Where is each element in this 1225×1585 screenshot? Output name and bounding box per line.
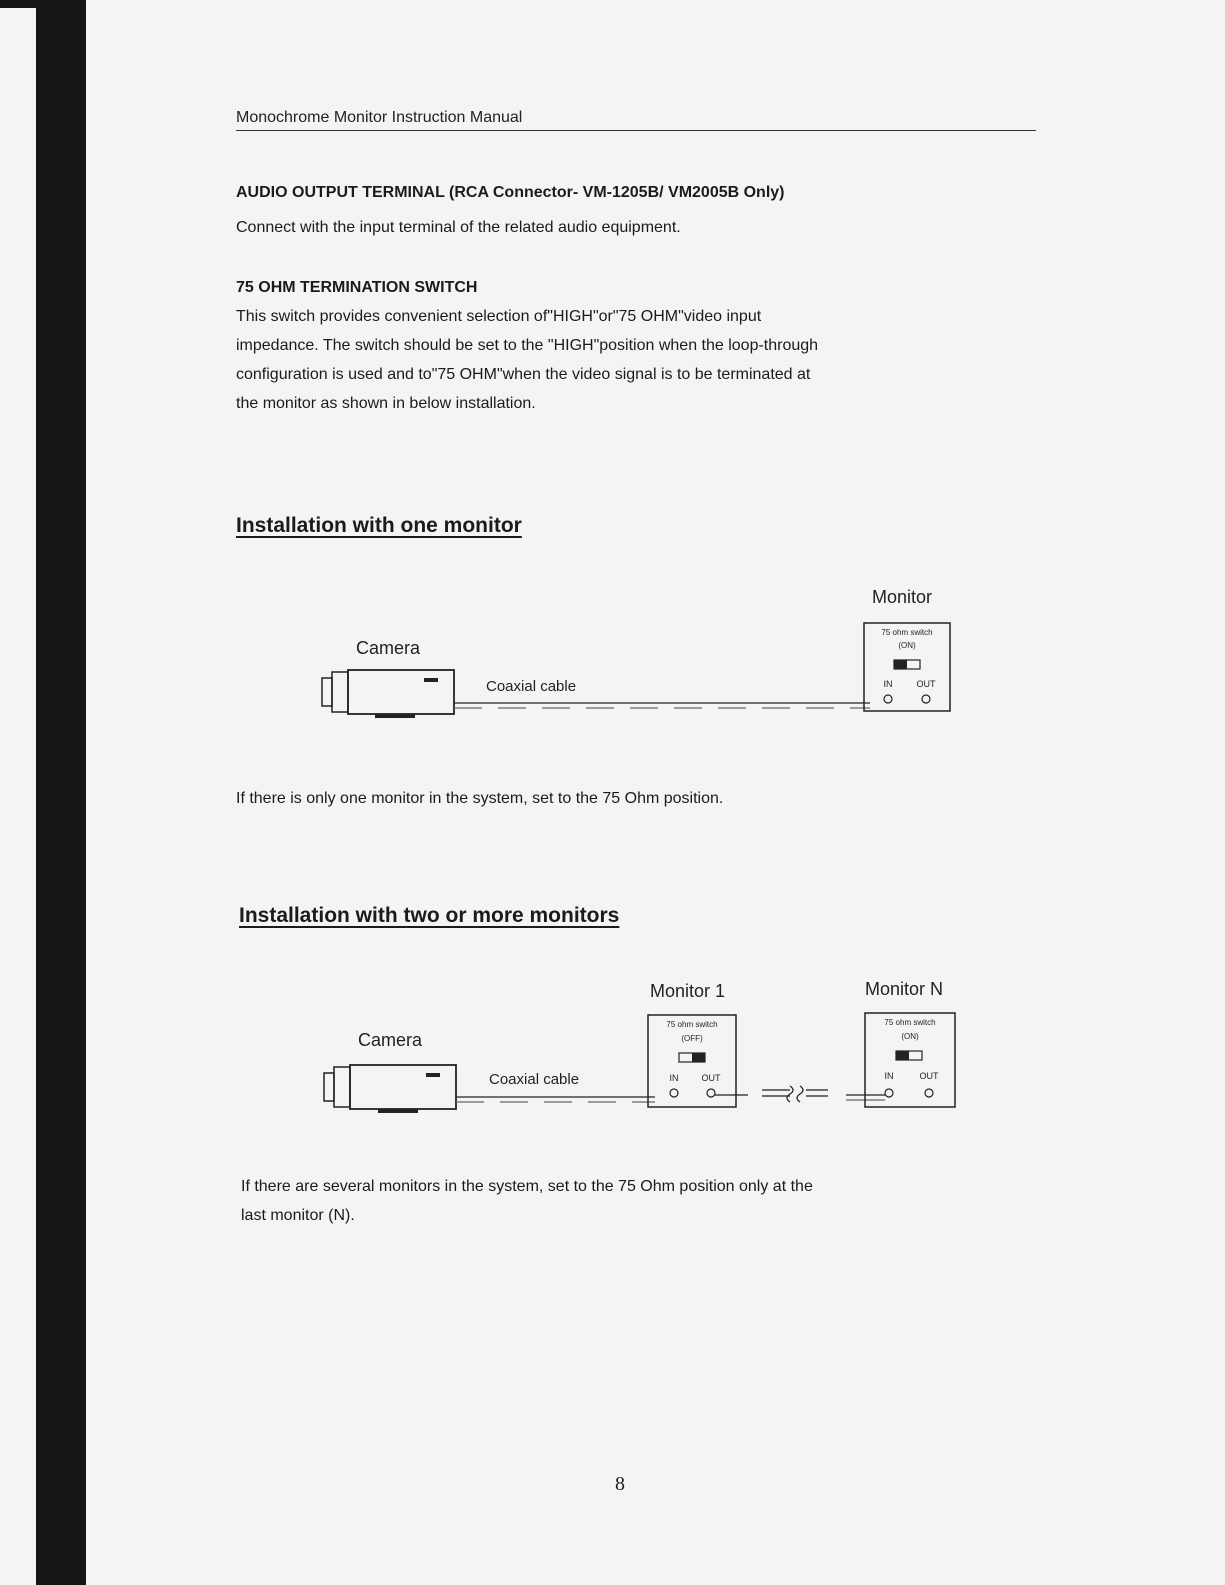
monitorN-switch-state: (ON) bbox=[901, 1032, 919, 1041]
camera-lens bbox=[324, 1073, 334, 1101]
monitor1-switch-state: (OFF) bbox=[681, 1034, 703, 1043]
termination-line: configuration is used and to"75 OHM"when the video signal is to be terminated at bbox=[236, 366, 811, 383]
single-in-port bbox=[884, 695, 892, 703]
termination-section-title: 75 OHM TERMINATION SWITCH bbox=[236, 279, 478, 296]
single-camera-group bbox=[322, 638, 454, 718]
termination-line: the monitor as shown in below installation. bbox=[236, 395, 536, 412]
single-monitor-label: Monitor bbox=[872, 587, 933, 607]
camera-lens-mount bbox=[332, 672, 348, 712]
multi-camera-group bbox=[324, 1030, 456, 1113]
single-monitor-group bbox=[864, 587, 950, 711]
monitor1-group bbox=[648, 981, 736, 1107]
monitor1-out-port bbox=[707, 1089, 715, 1097]
chain-break-mark-1 bbox=[787, 1086, 793, 1102]
monitor1-label: Monitor 1 bbox=[650, 981, 726, 1001]
camera-base bbox=[378, 1109, 418, 1113]
monitor1-in-port bbox=[670, 1089, 678, 1097]
camera-body bbox=[348, 670, 454, 714]
single-cable-label: Coaxial cable bbox=[486, 678, 577, 695]
monitorN-in-label: IN bbox=[884, 1071, 894, 1081]
camera-base bbox=[375, 714, 415, 718]
monitorN-group bbox=[865, 979, 955, 1107]
camera-indicator bbox=[424, 678, 438, 682]
page-number: 8 bbox=[615, 1473, 625, 1495]
multi-camera-label: Camera bbox=[358, 1030, 423, 1050]
multi-install-note bbox=[241, 1172, 1021, 1230]
monitor1-switch-label: 75 ohm switch bbox=[666, 1020, 718, 1029]
single-install-heading: Installation with one monitor bbox=[236, 514, 522, 537]
monitorN-switch-label: 75 ohm switch bbox=[884, 1018, 936, 1027]
monitorN-in-port bbox=[885, 1089, 893, 1097]
single-install-note: If there is only one monitor in the system, set to the 75 Ohm position. bbox=[236, 790, 724, 807]
single-switch-state: (ON) bbox=[898, 641, 916, 650]
camera-lens-mount bbox=[334, 1067, 350, 1107]
monitor1-in-label: IN bbox=[669, 1073, 679, 1083]
single-in-label: IN bbox=[883, 679, 893, 689]
chain-break-mark-2 bbox=[797, 1086, 803, 1102]
monitor1-switch-off-indicator bbox=[692, 1053, 705, 1062]
audio-section-text: Connect with the input terminal of the related audio equipment. bbox=[236, 219, 681, 236]
single-switch-on-indicator bbox=[894, 660, 907, 669]
camera-body bbox=[350, 1065, 456, 1109]
multi-note-line: last monitor (N). bbox=[241, 1207, 355, 1224]
monitorN-label: Monitor N bbox=[865, 979, 944, 999]
monitorN-out-port bbox=[925, 1089, 933, 1097]
monitorN-switch-on-indicator bbox=[896, 1051, 909, 1060]
camera-indicator bbox=[426, 1073, 440, 1077]
monitorN-out-label: OUT bbox=[919, 1071, 939, 1081]
audio-section-title: AUDIO OUTPUT TERMINAL (RCA Connector- VM-1205B/ VM2005B Only) bbox=[236, 184, 785, 201]
page-header: Monochrome Monitor Instruction Manual bbox=[236, 109, 1036, 131]
multi-install-heading: Installation with two or more monitors bbox=[239, 904, 620, 927]
camera-lens bbox=[322, 678, 332, 706]
single-out-label: OUT bbox=[916, 679, 936, 689]
termination-line: This switch provides convenient selection of"HIGH"or"75 OHM"video input bbox=[236, 308, 762, 325]
multi-cable-label: Coaxial cable bbox=[489, 1071, 580, 1088]
single-out-port bbox=[922, 695, 930, 703]
termination-line: impedance. The switch should be set to the "HIGH"position when the loop-through bbox=[236, 337, 819, 354]
multi-note-line: If there are several monitors in the system, set to the 75 Ohm position only at the bbox=[241, 1178, 813, 1195]
single-camera-label: Camera bbox=[356, 638, 421, 658]
single-switch-label: 75 ohm switch bbox=[881, 628, 933, 637]
monitor1-out-label: OUT bbox=[701, 1073, 721, 1083]
